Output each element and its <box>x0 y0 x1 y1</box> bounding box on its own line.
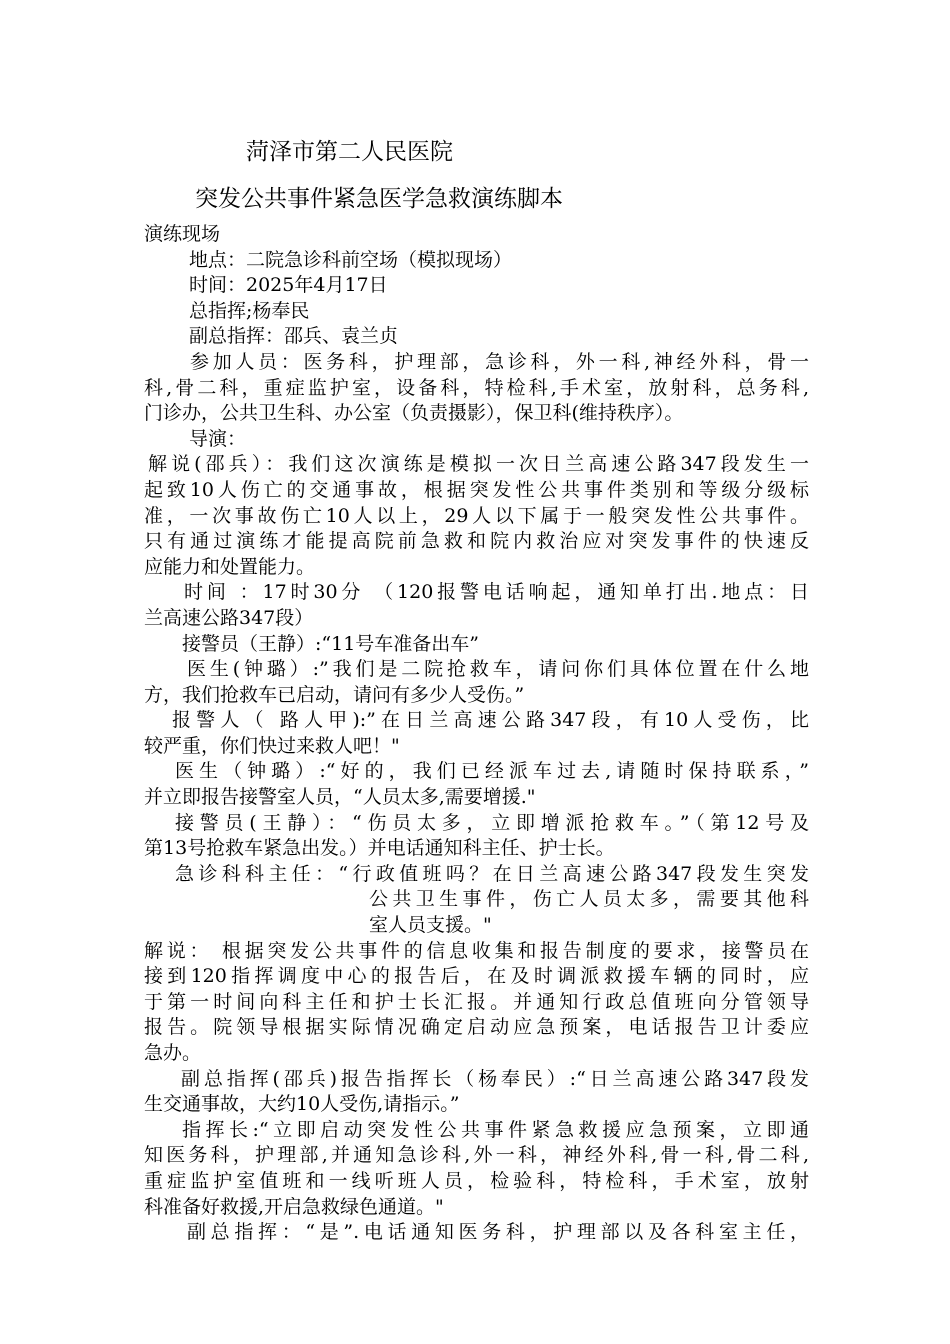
dialogue-line: 报警人（ 路人甲):”在日兰高速公路347段，有10人受伤，比 <box>172 709 809 732</box>
dialogue-line: 指挥长:“立即启动突发性公共事件紧急救援应急预案，立即通 <box>182 1118 809 1141</box>
dialogue-line: 知医务科，护理部,并通知急诊科,外一科，神经外科,骨一科,骨二科, <box>144 1144 809 1167</box>
time-alarm-line: 时间 ：17时30分 （120报警电话响起，通知单打出.地点：日 <box>184 581 809 604</box>
narration-paragraph-line: 只有通过演练才能提高院前急救和院内救治应对突发事件的快速反 <box>144 530 809 553</box>
document-body <box>144 222 809 1246</box>
dialogue-line: 方，我们抢救车已启动，请问有多少人受伤。” <box>144 683 525 706</box>
narration-paragraph-line: 急办。 <box>144 1042 202 1064</box>
narration-paragraph-line: 应能力和处置能力。 <box>144 555 316 578</box>
participants-line: 科,骨二科，重症监护室，设备科，特检科,手术室，放射科，总务科, <box>144 376 809 399</box>
section-heading-drill-site: 演练现场 <box>144 223 221 245</box>
narration-paragraph-line: 准，一次事故伤亡10人以上，29人以下属于一般突发性公共事件。 <box>144 504 809 527</box>
dialogue-line: 急诊科科主任：“行政值班吗？在日兰高速公路347段发生突发 <box>175 862 809 885</box>
deputy-commander-line: 副总指挥：邵兵、袁兰贞 <box>189 325 399 348</box>
narration-paragraph-line: 解说： 根据突发公共事件的信息收集和报告制度的要求，接警员在 <box>144 939 809 962</box>
time-alarm-line: 兰高速公路347段） <box>144 606 314 629</box>
narration-paragraph-line: 接到120指挥调度中心的报告后，在及时调派救援车辆的同时，应 <box>144 965 809 988</box>
dialogue-line: 接警员(王静）：“伤员太多，立即增派抢救车。”（第12号及 <box>175 811 809 834</box>
dialogue-line: 科准备好救援,开启急救绿色通道。" <box>144 1195 444 1218</box>
narration-paragraph-line: 报告。院领导根据实际情况确定启动应急预案，电话报告卫计委应 <box>144 1016 809 1039</box>
hospital-title: 菏泽市第二人民医院 <box>246 139 453 165</box>
narration-paragraph-line: 解说(邵兵）：我们这次演练是模拟一次日兰高速公路347段发生一 <box>148 453 809 476</box>
commander-line: 总指挥;杨奉民 <box>189 299 310 322</box>
drill-script-title: 突发公共事件紧急医学急救演练脚本 <box>195 186 563 212</box>
dialogue-line: 重症监护室值班和一线听班人员，检验科，特检科，手术室，放射 <box>144 1169 809 1192</box>
dialogue-line: 副总指挥：“是”.电话通知医务科，护理部以及各科室主任， <box>187 1221 809 1244</box>
narration-paragraph-line: 于第一时间向科主任和护士长汇报。并通知行政总值班向分管领导 <box>144 990 809 1013</box>
director-line: 导演： <box>189 427 247 450</box>
dialogue-line: 公共卫生事件，伤亡人员太多，需要其他科 <box>369 888 809 911</box>
dialogue-line: 生交通事故，大约10人受伤,请指示。” <box>144 1093 460 1116</box>
dialogue-line: 室人员支援。" <box>369 914 492 937</box>
time-line: 时间：2025年4月17日 <box>189 274 388 297</box>
dialogue-line: 并立即报告接警室人员，“人员太多,需要增援." <box>144 786 536 809</box>
participants-line: 参加人员：医务科，护理部，急诊科，外一科,神经外科，骨一 <box>190 350 809 373</box>
dialogue-line: 接警员（王静）:“11号车准备出车” <box>182 632 480 655</box>
location-line: 地点：二院急诊科前空场（模拟现场） <box>189 248 513 271</box>
narration-paragraph-line: 起致10人伤亡的交通事故，根据突发性公共事件类别和等级分级标 <box>144 478 809 501</box>
dialogue-line: 副总指挥(邵兵)报告指挥长（杨奉民）:“日兰高速公路347段发 <box>181 1067 809 1090</box>
dialogue-line: 医生（钟璐）:“好的，我们已经派车过去,请随时保持联系，” <box>175 760 809 783</box>
participants-line: 门诊办，公共卫生科、办公室（负责摄影），保卫科(维持秩序）。 <box>144 402 684 425</box>
dialogue-line: 较严重，你们快过来救人吧！" <box>144 734 400 757</box>
dialogue-line: 医生(钟璐）:”我们是二院抢救车，请问你们具体位置在什么地 <box>187 658 809 681</box>
dialogue-line: 第13号抢救车紧急出发。）并电话通知科主任、护士长。 <box>144 837 615 860</box>
